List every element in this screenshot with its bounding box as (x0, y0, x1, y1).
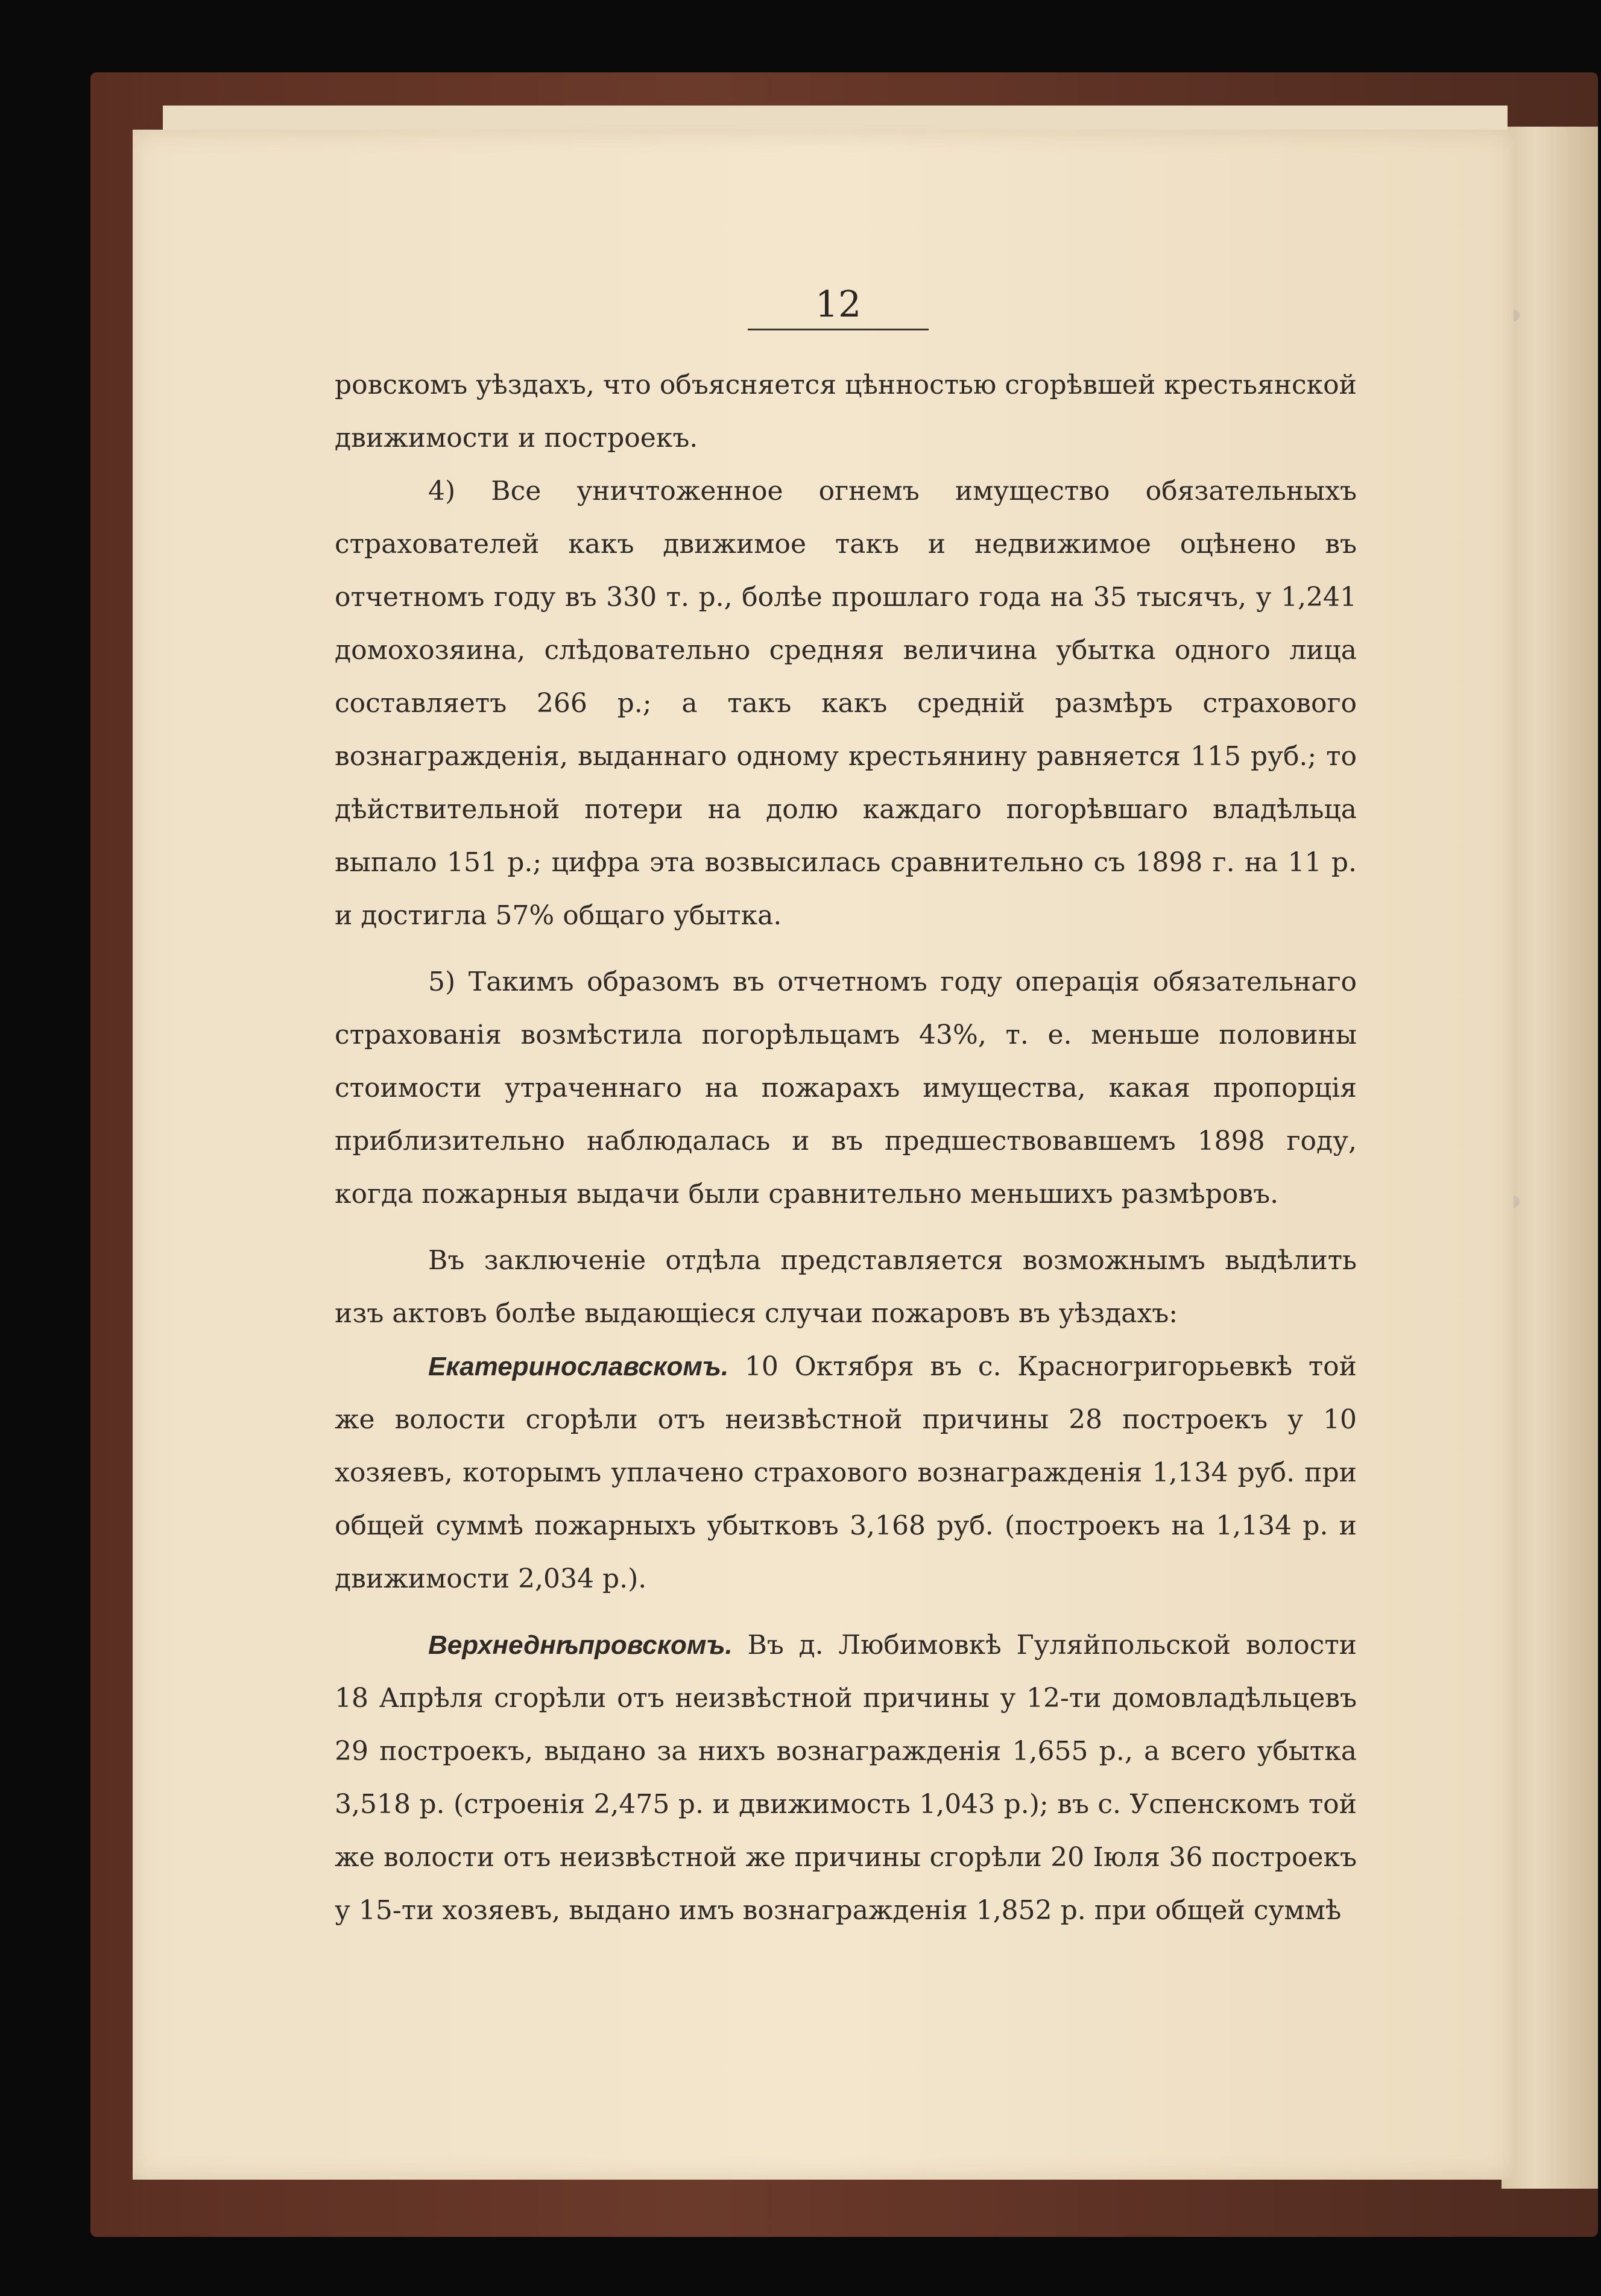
page-number: 12 (815, 283, 862, 326)
case-text: Въ д. Любимовкѣ Гуляйпольской волости 18 Апрѣля сгорѣли отъ неизвѣстной причины у 12-ти домовладѣльцевъ 29 построекъ, выдано за нихъ вознагражденія 1,655 р., а всего убытка 3,518 р. (строенія 2,475 р. и движимость 1,043 р.); въ с. Успенскомъ той же волости отъ неизвѣстной же причины сгорѣли 20 Іюля 36 построекъ у 15-ти хозяевъ, выдано имъ вознагражденія 1,852 р. при общей суммѣ (335, 1630, 1357, 1926)
page-body (335, 359, 1357, 1937)
case-text: 10 Октября въ с. Красногригорьевкѣ той же волости сгорѣли отъ неизвѣстной причины 28 построекъ у 10 хозяевъ, которымъ уплачено страхового вознагражденія 1,134 руб. при общей суммѣ пожарныхъ убытковъ 3,168 руб. (построекъ на 1,134 р. и движимости 2,034 р.). (335, 1351, 1357, 1594)
case-paragraph (335, 1340, 1357, 1606)
case-paragraph (335, 1619, 1357, 1937)
paragraph: Въ заключеніе отдѣла представляется возможнымъ выдѣлить изъ актовъ болѣе выдающіеся случаи пожаровъ въ уѣздахъ: (335, 1245, 1357, 1329)
district-name: Верхнеднѣпровскомъ. (428, 1630, 733, 1660)
district-name: Екатеринославскомъ. (428, 1352, 729, 1381)
header-rule (748, 329, 929, 330)
paragraph: ровскомъ уѣздахъ, что объясняется цѣнностью сгорѣвшей крестьянской движимости и построекъ. (335, 370, 1357, 453)
page-edges (1502, 127, 1598, 2189)
paragraph: 4) Все уничтоженное огнемъ имущество обязательныхъ страхователей какъ движимое такъ и недвижимое оцѣнено въ отчетномъ году въ 330 т. р., болѣе прошлаго года на 35 тысячъ, у 1,241 домохозяина, слѣдовательно средняя величина убытка одного лица составляетъ 266 р.; а такъ какъ средній размѣръ страхового вознагражденія, выданнаго одному крестьянину равняется 115 руб.; то дѣйствительной потери на долю каждаго погорѣвшаго владѣльца выпало 151 р.; цифра эта возвысилась сравнительно съ 1898 г. на 11 р. и достигла 57% общаго убытка. (335, 476, 1357, 931)
paragraph: 5) Такимъ образомъ въ отчетномъ году операція обязательнаго страхованія возмѣстила погорѣльцамъ 43%, т. е. меньше половины стоимости утраченнаго на пожарахъ имущества, какая пропорція приблизительно наблюдалась и въ предшествовавшемъ 1898 году, когда пожарныя выдачи были сравнительно меньшихъ размѣровъ. (335, 967, 1357, 1210)
